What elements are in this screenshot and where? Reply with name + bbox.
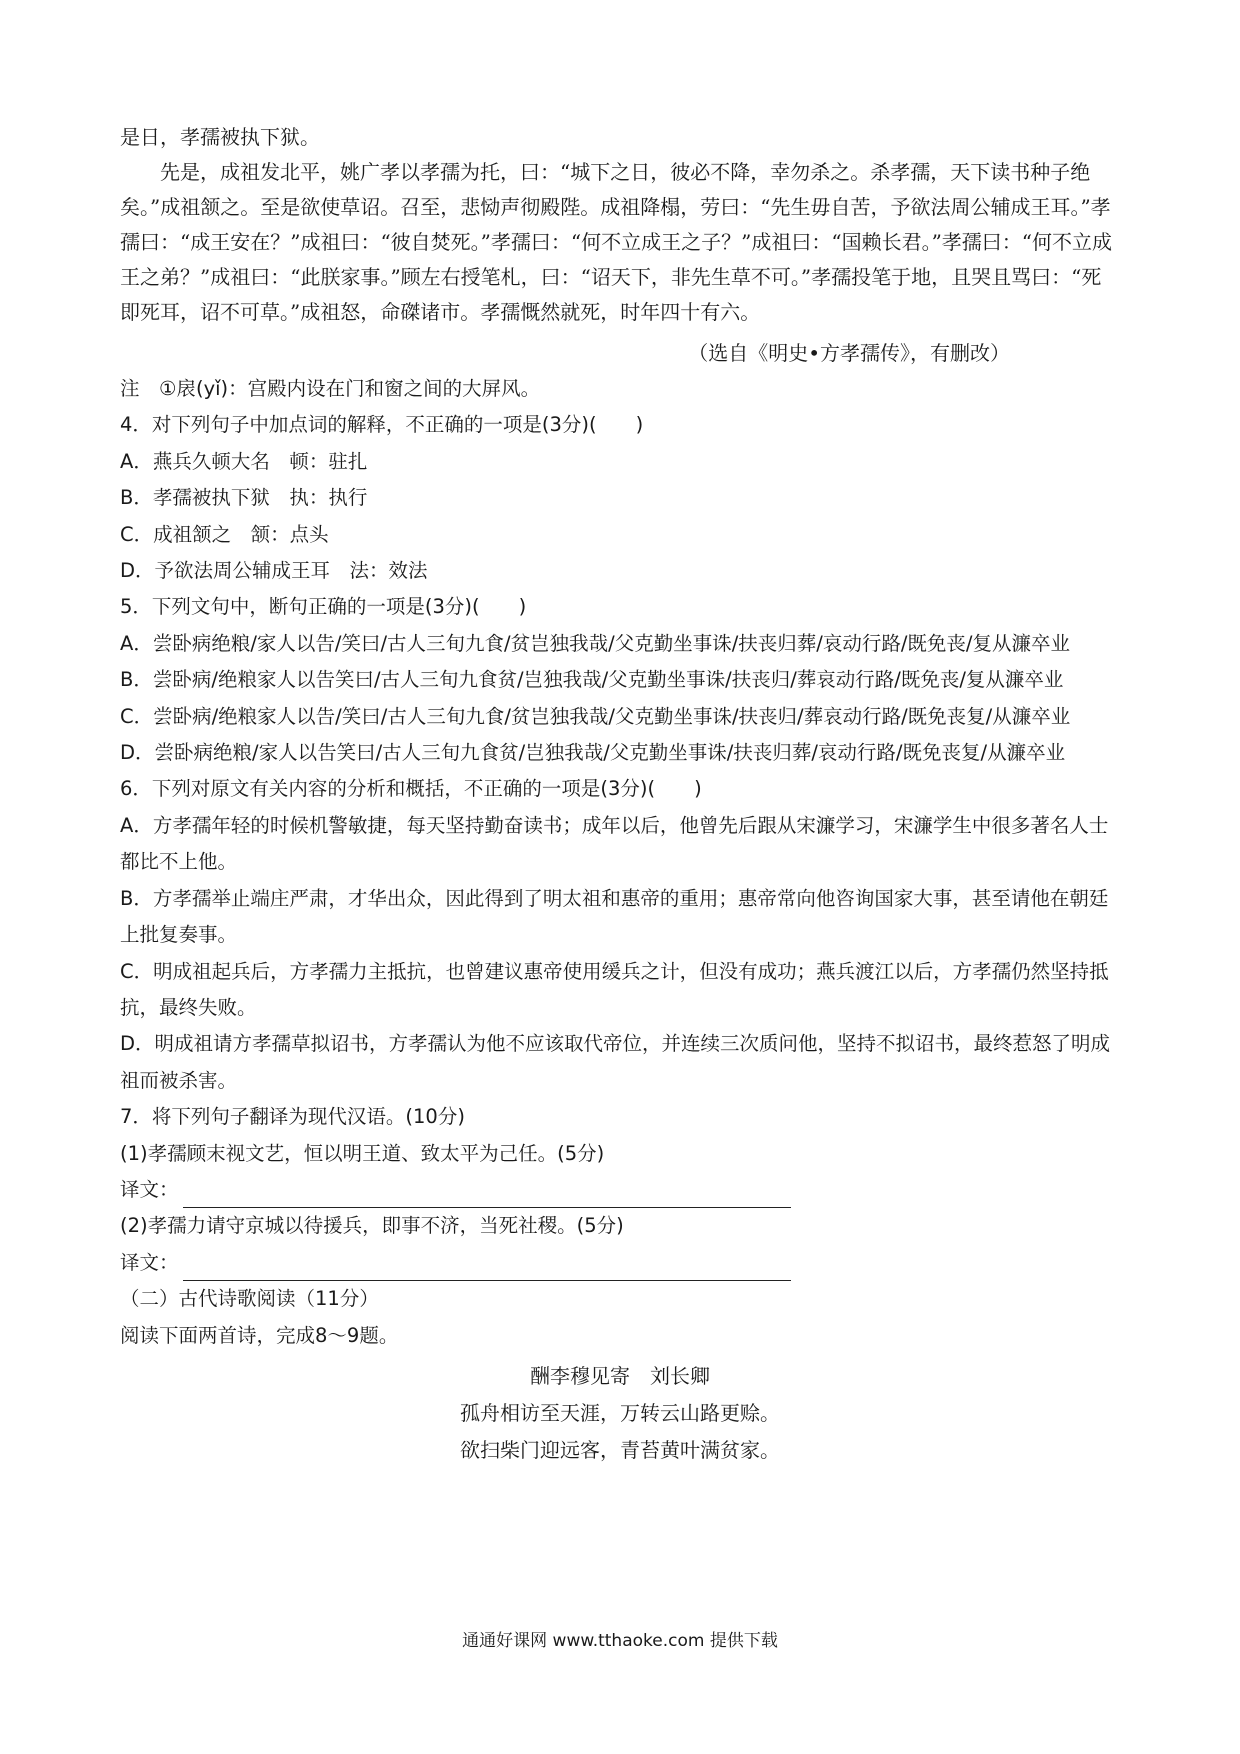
answer-row-2: [120, 1245, 1120, 1281]
question-5-stem: 5．下列文句中，断句正确的一项是(3分)( ): [120, 595, 527, 619]
passage-line: 是日，孝孺被执下狱。: [120, 125, 320, 149]
question-6-option-c: C．明成祖起兵后，方孝孺力主抵抗，也曾建议惠帝使用缓兵之计，但没有成功；燕兵渡江以后，方孝孺仍然坚持抵抗，最终失败。: [120, 959, 1109, 1019]
question-4-option-c: C．成祖颔之 颔：点头: [120, 522, 329, 546]
section-instruction: 阅读下面两首诗，完成8～9题。: [120, 1323, 399, 1347]
question-5-option-c: C．尝卧病/绝粮家人以告/笑曰/古人三旬九食/贫岂独我哉/父克勤坐事诛/扶丧归/葬哀动行路/既免丧复/从濂卒业: [120, 704, 1071, 728]
question-6-stem: 6．下列对原文有关内容的分析和概括，不正确的一项是(3分)( ): [120, 777, 702, 801]
poem-line-1: 孤舟相访至天涯，万转云山路更赊。: [460, 1400, 780, 1425]
question-6-option-b: B．方孝孺举止端庄严肃，才华出众，因此得到了明太祖和惠帝的重用；惠帝常向他咨询国家大事，甚至请他在朝廷上批复奏事。: [120, 886, 1109, 947]
question-4-option-b: B．孝孺被执下狱 执：执行: [120, 486, 368, 510]
page-footer: 通通好课网 www.tthaoke.com 提供下载: [462, 1631, 778, 1651]
poem-title: 酬李穆见寄 刘长卿: [530, 1363, 710, 1388]
passage-paragraph: 先是，成祖发北平，姚广孝以孝孺为托，曰：“城下之日，彼必不降，幸勿杀之。杀孝孺，天下读书种子绝矣。”成祖颔之。至是欲使草诏。召至，悲恸声彻殿陛。成祖降榻，劳曰：“先生毋自苦，予欲法周公辅成王耳。”孝孺曰：“成王安在？”成祖曰：“彼自焚死。”孝孺曰：“何不立成王之子？”成祖曰：“国赖长君。”孝孺曰：“何不立成王之弟？”成祖曰：“此朕家事。”顾左右授笔札，曰：“诏天下，非先生草不可。”孝孺投笔于地，且哭且骂曰：“死即死耳，诏不可草。”成祖怒，命磔诸市。孝孺慨然就死，时年四十有六。: [120, 160, 1113, 324]
answer-blank-1[interactable]: [183, 1181, 791, 1208]
question-5-option-d: D．尝卧病绝粮/家人以告笑曰/古人三旬九食贫/岂独我哉/父克勤坐事诛/扶丧归葬/哀动行路/既免丧复/从濂卒业: [120, 741, 1066, 765]
questions-block: [120, 371, 1120, 1354]
poem: [120, 1358, 1120, 1469]
question-4-option-d: D．予欲法周公辅成王耳 法：效法: [120, 559, 428, 583]
passage-source: （选自《明史•方孝孺传》，有删改）: [688, 341, 1010, 365]
answer-blank-2[interactable]: [183, 1254, 791, 1281]
poem-line-2: 欲扫柴门迎远客，青苔黄叶满贫家。: [460, 1437, 780, 1462]
question-6-option-a: A．方孝孺年轻的时候机警敏捷，每天坚持勤奋读书；成年以后，他曾先后跟从宋濂学习，宋濂学生中很多著名人士都比不上他。: [120, 813, 1109, 874]
question-5-option-a: A．尝卧病绝粮/家人以告/笑曰/古人三旬九食/贫岂独我哉/父克勤坐事诛/扶丧归葬/哀动行路/既免丧/复从濂卒业: [120, 631, 1070, 655]
section-heading: （二）古代诗歌阅读（11分）: [120, 1287, 379, 1311]
question-4-stem: 4．对下列句子中加点词的解释，不正确的一项是(3分)( ): [120, 413, 644, 437]
answer-label-1: 译文：: [120, 1177, 179, 1201]
answer-row-1: [120, 1172, 1120, 1208]
question-7-sentence-2: (2)孝孺力请守京城以待援兵，即事不济，当死社稷。(5分): [120, 1214, 624, 1238]
footnote: 注 ①扆(yǐ)：宫殿内设在门和窗之间的大屏风。: [120, 377, 541, 400]
question-5-option-b: B．尝卧病/绝粮家人以告笑曰/古人三旬九食贫/岂独我哉/父克勤坐事诛/扶丧归/葬哀动行路/既免丧/复从濂卒业: [120, 668, 1064, 692]
question-7-stem: 7．将下列句子翻译为现代汉语。(10分): [120, 1105, 465, 1129]
question-7-sentence-1: (1)孝孺顾末视文艺，恒以明王道、致太平为己任。(5分): [120, 1141, 605, 1165]
question-6-option-d: D．明成祖请方孝孺草拟诏书，方孝孺认为他不应该取代帝位，并连续三次质问他，坚持不拟诏书，最终惹怒了明成祖而被杀害。: [120, 1032, 1111, 1092]
question-4-option-a: A．燕兵久顿大名 顿：驻扎: [120, 449, 368, 473]
document-page: [120, 120, 1120, 1469]
answer-label-2: 译文：: [120, 1250, 179, 1274]
